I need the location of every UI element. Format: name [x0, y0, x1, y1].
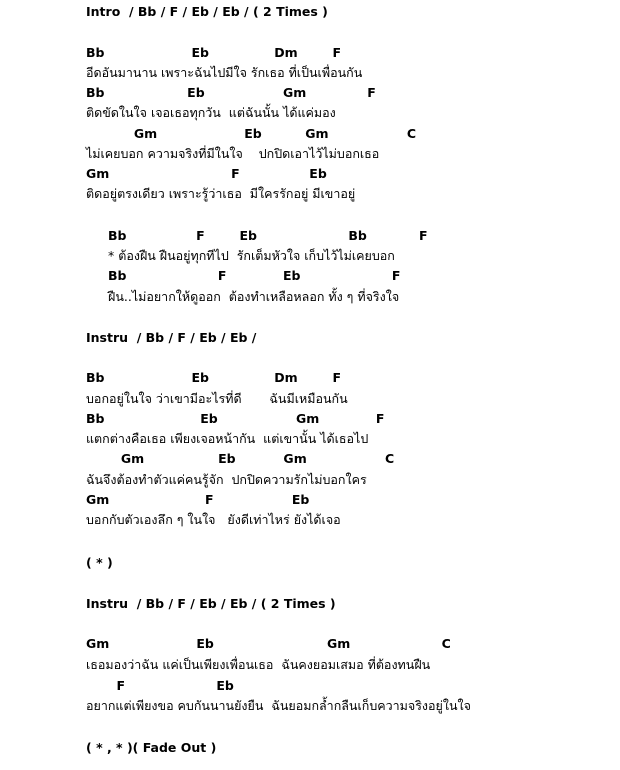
chord-line: Bb Eb Dm F: [86, 45, 342, 60]
lyric-line: ฉันจึงต้องทำตัวแค่คนรู้จัก ปกปิดความรักไม่บอกใคร: [86, 472, 367, 487]
chord-line: Gm F Eb: [86, 166, 327, 181]
chord-line: Bb F Eb Bb F: [108, 228, 428, 243]
chord-line: Bb Eb Dm F: [86, 370, 342, 385]
ending-line: ( * , * )( Fade Out ): [86, 740, 217, 755]
lyric-line: ไม่เคยบอก ความจริงที่มีในใจ ปกปิดเอาไว้ไม่บอกเธอ: [86, 146, 380, 161]
lyric-line: บอกกับตัวเองลึก ๆ ในใจ ยังดีเท่าไหร่ ยังได้เจอ: [86, 512, 341, 527]
chord-line: Gm Eb Gm C: [86, 451, 395, 466]
chord-line: Bb Eb Gm F: [86, 85, 376, 100]
chord-line: F Eb: [86, 678, 234, 693]
lyric-line: เธอมองว่าฉัน แค่เป็นเพียงเพื่อนเธอ ฉันคงยอมเสมอ ที่ต้องทนฝืน: [86, 657, 431, 672]
instru-line: Instru / Bb / F / Eb / Eb / ( 2 Times ): [86, 596, 336, 611]
chord-line: Bb F Eb F: [108, 268, 401, 283]
lyric-line: ติดขัดในใจ เจอเธอทุกวัน แต่ฉันนั้น ได้แค่มอง: [86, 105, 336, 120]
lyric-line: แตกต่างคือเธอ เพียงเจอหน้ากัน แต่เขานั้น ได้เธอไป: [86, 431, 369, 446]
repeat-marker: ( * ): [86, 555, 113, 570]
lyric-line: * ต้องฝืน ฝืนอยู่ทุกทีไป รักเต็มหัวใจ เก็บไว้ไม่เคยบอก: [108, 248, 395, 263]
chord-line: Gm F Eb: [86, 492, 310, 507]
chord-line: Bb Eb Gm F: [86, 411, 385, 426]
lyric-line: อยากแต่เพียงขอ คบกันนานยังยืน ฉันยอมกล้ำกลืนเก็บความจริงอยู่ในใจ: [86, 698, 471, 713]
lyric-line: อีดอันมานาน เพราะฉันไปมีใจ รักเธอ ที่เป็นเพื่อนกัน: [86, 65, 363, 80]
instru-line: Instru / Bb / F / Eb / Eb /: [86, 330, 257, 345]
lyric-line: บอกอยู่ในใจ ว่าเขามีอะไรที่ดี ฉันมีเหมือนกัน: [86, 391, 348, 406]
chord-line: Gm Eb Gm C: [86, 636, 451, 651]
intro-line: Intro / Bb / F / Eb / Eb / ( 2 Times ): [86, 4, 328, 19]
lyric-line: ติดอยู่ตรงเดียว เพราะรู้ว่าเธอ มีใครรักอยู่ มีเขาอยู่: [86, 186, 356, 201]
lyric-line: ฝืน..ไม่อยากให้ดูออก ต้องทำเหลือหลอก ทั้ง ๆ ที่จริงใจ: [108, 289, 400, 304]
chord-line: Gm Eb Gm C: [86, 126, 416, 141]
